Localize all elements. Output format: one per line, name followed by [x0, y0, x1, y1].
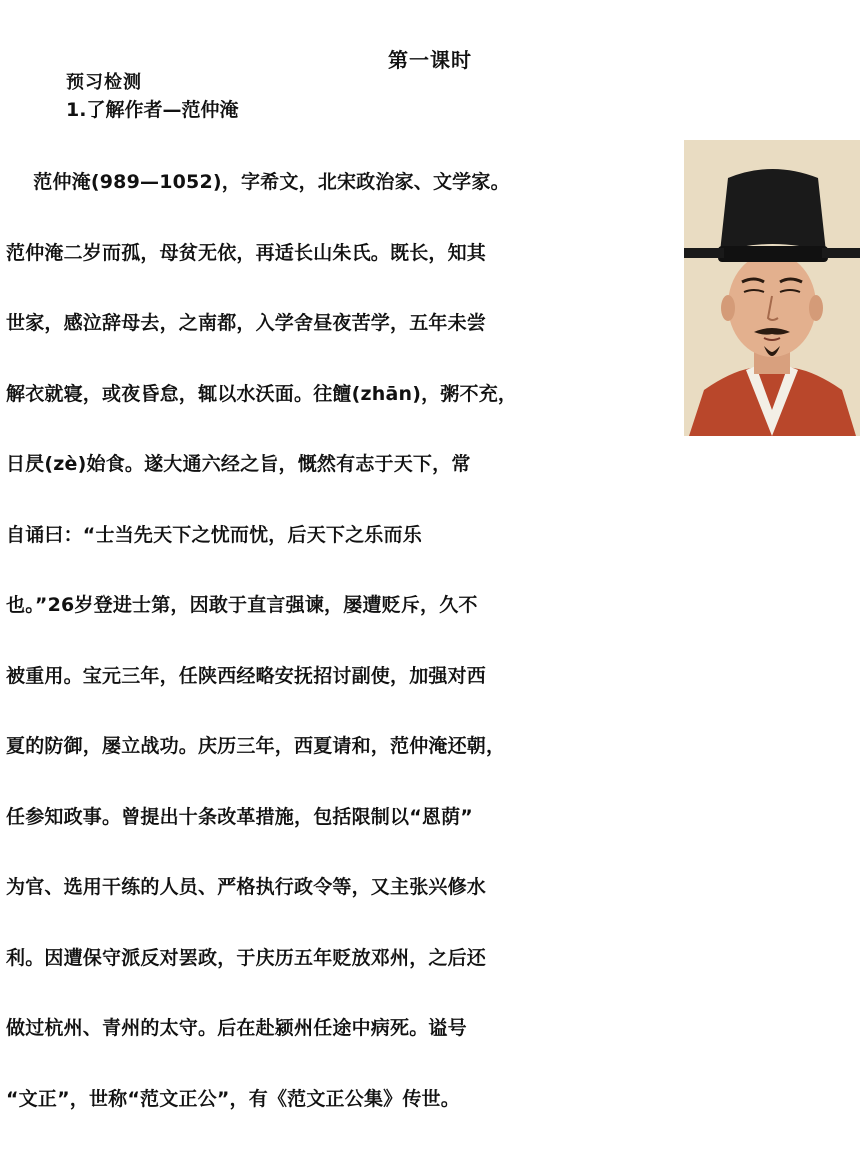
bio-line: 世家，感泣辞母去，之南都，入学舍昼夜苦学，五年未尝 [6, 312, 487, 334]
bio-line: 被重用。宝元三年，任陕西经略安抚招讨副使，加强对西 [6, 664, 487, 687]
bio-line: 范仲淹(989—1052)，字希文，北宋政治家、文学家。 [6, 171, 510, 193]
bio-line: 范仲淹二岁而孤，母贫无依，再适长山朱氏。既长，知其 [6, 241, 487, 264]
bio-line: 做过杭州、青州的太守。后在赴颍州任途中病死。谥号 [6, 1017, 467, 1039]
author-bio [6, 124, 690, 1158]
subsection-heading: 1.了解作者—范仲淹 [66, 99, 239, 121]
bio-line: 解衣就寝，或夜昏怠，辄以水沃面。往饘(zhān)，粥不充， [6, 382, 518, 405]
page-title: 第一课时 [388, 48, 472, 72]
bio-line: “文正”，世称“范文正公”，有《范文正公集》传世。 [6, 1087, 460, 1110]
bio-line: 也。”26岁登进士第，因敢于直言强谏，屡遭贬斥，久不 [6, 594, 478, 616]
bio-line: 日昃(zè)始食。遂大通六经之旨，慨然有志于天下，常 [6, 453, 471, 475]
author-portrait [684, 140, 860, 436]
portrait-of-fan-zhongyan-icon [684, 140, 860, 436]
bio-line: 为官、选用干练的人员、严格执行政令等，又主张兴修水 [6, 876, 487, 898]
bio-line: 任参知政事。曾提出十条改革措施，包括限制以“恩荫” [6, 805, 473, 828]
bio-line: 利。因遭保守派反对罢政，于庆历五年贬放邓州，之后还 [6, 946, 487, 969]
bio-line: 自诵曰：“士当先天下之忧而忧，后天下之乐而乐 [6, 523, 422, 546]
section-heading: 预习检测 [66, 72, 142, 93]
bio-line: 夏的防御，屡立战功。庆历三年，西夏请和，范仲淹还朝， [6, 735, 506, 757]
